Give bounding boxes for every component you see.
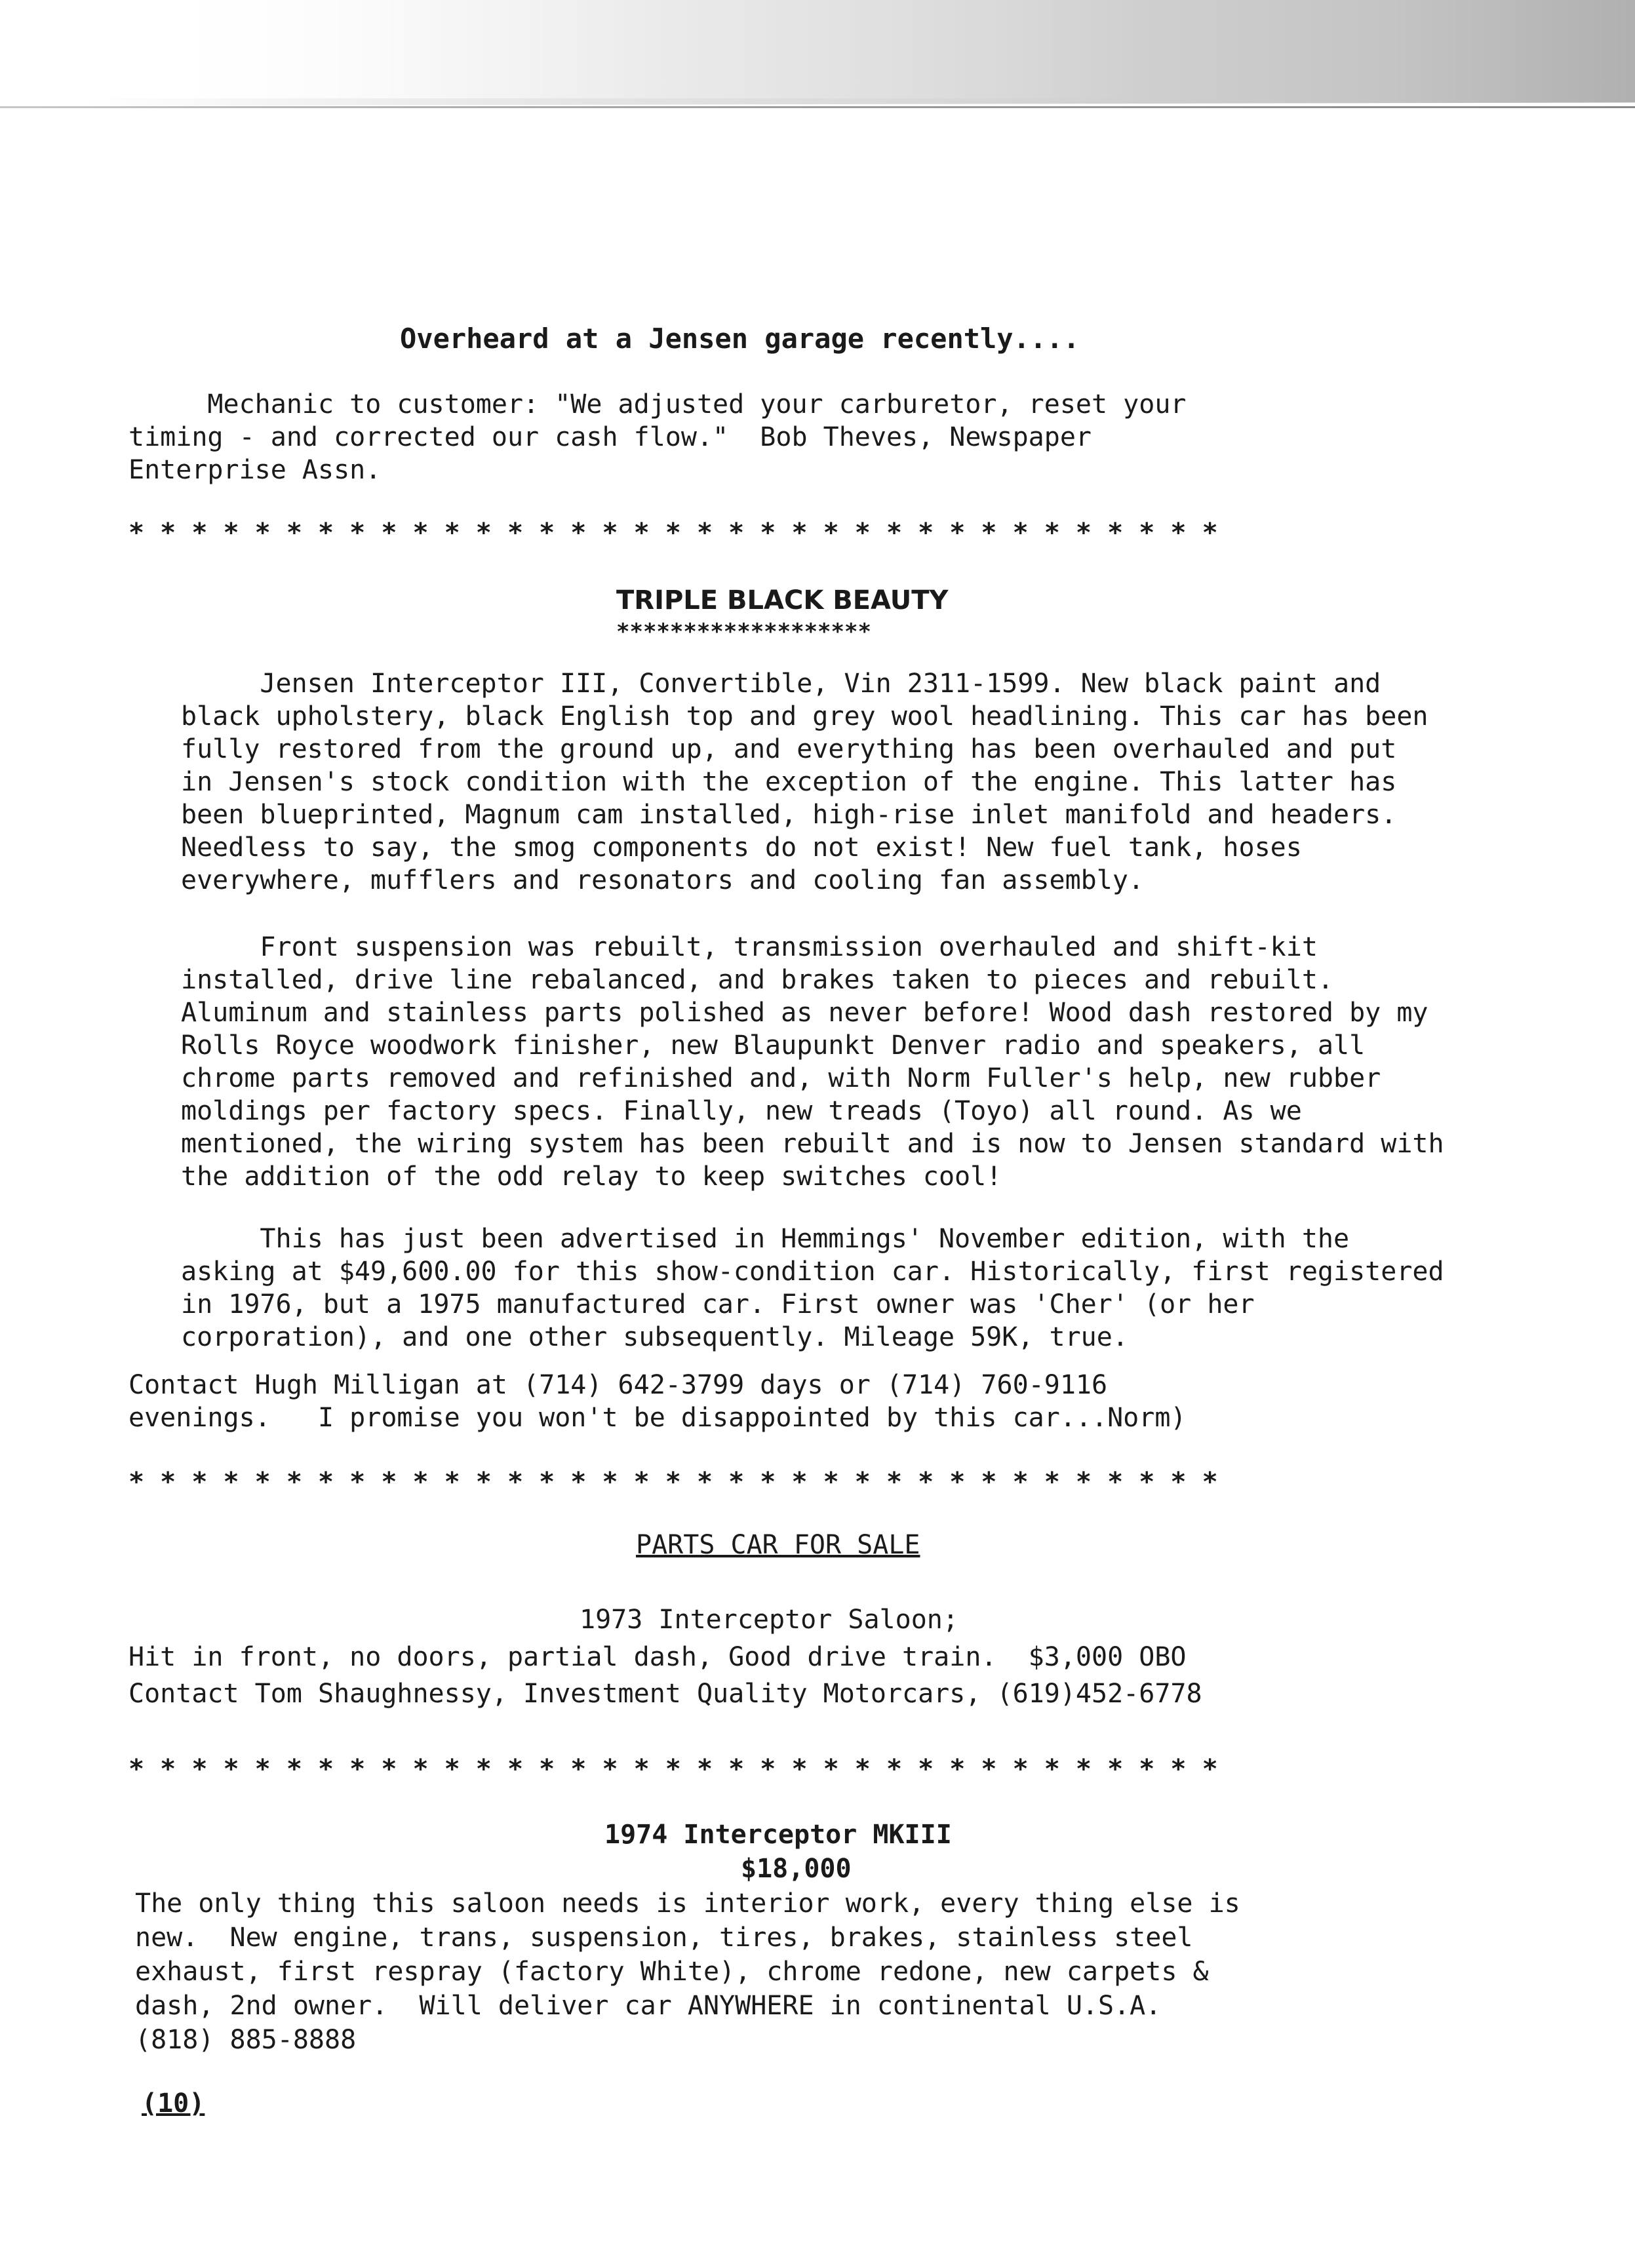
scan-edge-line <box>0 106 1635 108</box>
mkiii-line-4: dash, 2nd owner. Will deliver car ANYWHERE in continental U.S.A. <box>135 1991 1162 2021</box>
para2-line-2: installed, drive line rebalanced, and brakes taken to pieces and rebuilt. <box>181 965 1333 995</box>
para3-line-2: asking at $49,600.00 for this show-condition car. Historically, first registered <box>181 1257 1444 1287</box>
contact-line-2: evenings. I promise you won't be disappointed by this car...Norm) <box>128 1403 1187 1433</box>
separator-1: * * * * * * * * * * * * * * * * * * * * * * * * * * * * * * * * * * * <box>128 518 1218 548</box>
para1-line-6: Needless to say, the smog components do not exist! New fuel tank, hoses <box>181 832 1302 863</box>
triple-black-para-2 <box>181 931 1453 1193</box>
parts-car-subtitle: 1973 Interceptor Saloon; <box>580 1605 958 1635</box>
separator-3: * * * * * * * * * * * * * * * * * * * * * * * * * * * * * * * * * * * <box>128 1754 1218 1784</box>
para1-line-7: everywhere, mufflers and resonators and cooling fan assembly. <box>181 865 1145 895</box>
para1-line-4: in Jensen's stock condition with the exception of the engine. This latter has <box>181 767 1397 797</box>
triple-black-title: TRIPLE BLACK BEAUTY <box>616 585 949 616</box>
overheard-line-3: Enterprise Assn. <box>128 455 382 485</box>
overheard-text <box>128 388 1440 486</box>
triple-black-title-stars: ******************* <box>616 619 871 645</box>
mkiii-text <box>135 1887 1512 2057</box>
page-number: (10) <box>142 2088 205 2119</box>
mkiii-line-5: (818) 885-8888 <box>135 2025 357 2055</box>
mkiii-title: 1974 Interceptor MKIII <box>604 1820 952 1850</box>
para3-line-3: in 1976, but a 1975 manufactured car. First owner was 'Cher' (or her <box>181 1289 1255 1320</box>
para2-line-4: Rolls Royce woodwork finisher, new Blaupunkt Denver radio and speakers, all <box>181 1030 1366 1061</box>
triple-black-para-1 <box>181 667 1453 897</box>
para2-line-8: the addition of the odd relay to keep switches cool! <box>181 1162 1002 1192</box>
mkiii-line-3: exhaust, first respray (factory White), chrome redone, new carpets & <box>135 1957 1209 1987</box>
triple-black-contact <box>128 1369 1466 1434</box>
para1-line-2: black upholstery, black English top and grey wool headlining. This car has been <box>181 701 1428 732</box>
parts-line-1: Hit in front, no doors, partial dash, Good drive train. $3,000 OBO <box>128 1642 1187 1672</box>
overheard-line-2: timing - and corrected our cash flow." Bob Theves, Newspaper <box>128 422 1092 452</box>
para2-line-5: chrome parts removed and refinished and, with Norm Fuller's help, new rubber <box>181 1063 1381 1093</box>
para1-line-1: Jensen Interceptor III, Convertible, Vin 2311-1599. New black paint and <box>181 669 1381 699</box>
mkiii-line-2: new. New engine, trans, suspension, tires, brakes, stainless steel <box>135 1923 1193 1953</box>
para2-line-3: Aluminum and stainless parts polished as never before! Wood dash restored by my <box>181 998 1428 1028</box>
triple-black-para-3 <box>181 1222 1453 1354</box>
para2-line-7: mentioned, the wiring system has been rebuilt and is now to Jensen standard with <box>181 1129 1444 1159</box>
overheard-title: Overheard at a Jensen garage recently.... <box>400 323 1080 355</box>
parts-car-title: PARTS CAR FOR SALE <box>636 1530 920 1560</box>
para3-line-4: corporation), and one other subsequently. Mileage 59K, true. <box>181 1322 1128 1352</box>
mkiii-line-1: The only thing this saloon needs is interior work, every thing else is <box>135 1888 1240 1919</box>
para3-line-1: This has just been advertised in Hemmings' November edition, with the <box>181 1224 1350 1254</box>
parts-line-2: Contact Tom Shaughnessy, Investment Quality Motorcars, (619)452-6778 <box>128 1679 1202 1709</box>
overheard-line-1: Mechanic to customer: "We adjusted your carburetor, reset your <box>128 389 1187 420</box>
separator-2: * * * * * * * * * * * * * * * * * * * * * * * * * * * * * * * * * * * <box>128 1467 1218 1497</box>
parts-car-text <box>128 1639 1492 1712</box>
para2-line-1: Front suspension was rebuilt, transmission overhauled and shift-kit <box>181 932 1318 962</box>
para1-line-5: been blueprinted, Magnum cam installed, high-rise inlet manifold and headers. <box>181 800 1397 830</box>
scan-highlight <box>0 0 1635 98</box>
para1-line-3: fully restored from the ground up, and everything has been overhauled and put <box>181 734 1397 764</box>
contact-line-1: Contact Hugh Milligan at (714) 642-3799 days or (714) 760-9116 <box>128 1370 1108 1400</box>
mkiii-price: $18,000 <box>741 1854 852 1884</box>
para2-line-6: moldings per factory specs. Finally, new treads (Toyo) all round. As we <box>181 1096 1302 1126</box>
